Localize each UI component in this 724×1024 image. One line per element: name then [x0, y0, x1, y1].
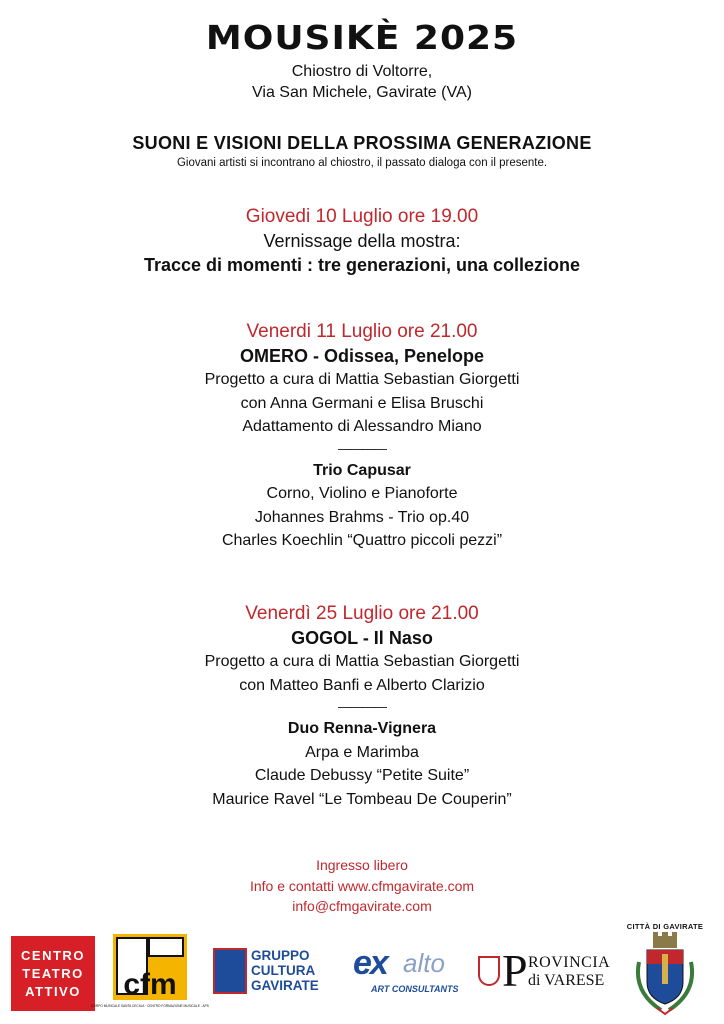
event-3-line-1: Progetto a cura di Mattia Sebastian Giorgetti	[204, 653, 520, 670]
event-1	[0, 205, 724, 277]
event-2-date: Venerdi 11 Luglio ore 21.00	[246, 321, 478, 342]
event-1-line-2: Tracce di momenti : tre generazioni, una collezione	[143, 255, 581, 275]
event-3-separator: ————	[338, 699, 386, 714]
gcg-line-3: GAVIRATE	[251, 978, 319, 993]
stemma-caption: CITTÀ DI GAVIRATE	[626, 922, 704, 931]
venue-line-1: Chiostro di Voltorre,	[291, 63, 433, 80]
event-2-instruments: Corno, Violino e Pianoforte	[266, 485, 458, 502]
exalto-ex: ex	[353, 944, 387, 982]
provincia-shield-icon	[478, 956, 500, 986]
prov-line-1: ROVINCIA	[528, 954, 611, 971]
cfm-caption: CORPO MUSICALE SANTA CECILIA · CENTRO FORMAZIONE MUSICALE - APS	[91, 1004, 209, 1008]
cfm-logo	[91, 934, 209, 1012]
info-section	[0, 855, 724, 917]
event-2-title: OMERO - Odissea, Penelope	[239, 346, 485, 366]
gcg-emblem-icon	[213, 948, 247, 994]
citta-gavirate-logo	[625, 922, 705, 1018]
event-2-group: Trio Capusar	[313, 461, 411, 479]
sponsor-logos	[0, 922, 724, 1024]
tagline: Giovani artisti si incontrano al chiostro, il passato dialoga con il presente.	[176, 157, 548, 169]
event-2-piece-1: Johannes Brahms - Trio op.40	[254, 508, 470, 526]
event-3-instruments: Arpa e Marimba	[305, 743, 419, 761]
prov-line-2: di VARESE	[528, 972, 605, 989]
event-2-line-2: con Anna Germani e Elisa Bruschi	[240, 394, 484, 412]
gcg-text	[251, 948, 319, 993]
cta-line-3: ATTIVO	[25, 983, 81, 999]
cta-line-2: TEATRO	[22, 965, 84, 981]
event-3-piece-1: Claude Debussy “Petite Suite”	[254, 767, 470, 784]
exalto-alto: alto	[403, 948, 445, 978]
venue-line-2: Via San Michele, Gavirate (VA)	[252, 84, 472, 101]
provincia-varese-logo	[478, 945, 611, 1000]
cfm-emblem-icon	[91, 934, 209, 1012]
gcg-line-1: GRUPPO	[251, 948, 310, 963]
event-2	[0, 320, 724, 553]
subtitle: SUONI E VISIONI DELLA PROSSIMA GENERAZIONE	[132, 133, 592, 153]
event-2-piece-2: Charles Koechlin “Quattro piccoli pezzi”	[221, 532, 503, 549]
event-3-date: Venerdì 25 Luglio ore 21.00	[245, 603, 479, 624]
event-3-piece-2: Maurice Ravel “Le Tombeau De Couperin”	[212, 790, 512, 808]
event-2-line-3: Adattamento di Alessandro Miano	[242, 418, 482, 435]
gruppo-cultura-gavirate-logo	[213, 948, 333, 998]
exalto-sub: ART CONSULTANTS	[371, 984, 459, 994]
event-1-line-1: Vernissage della mostra:	[263, 231, 461, 251]
prov-initial: P	[502, 945, 528, 996]
cta-line-1: CENTRO	[21, 947, 85, 963]
event-3-group: Duo Renna-Vignera	[287, 720, 437, 737]
info-email[interactable]: info@cfmgavirate.com	[292, 898, 432, 914]
event-1-date: Giovedi 10 Luglio ore 19.00	[245, 206, 479, 227]
poster-title: MOUSIKÈ 2025	[205, 19, 519, 58]
event-3	[0, 602, 724, 811]
event-2-separator: ————	[338, 440, 386, 456]
gcg-line-2: CULTURA	[251, 963, 316, 978]
cfm-letters: cfm	[123, 968, 177, 1001]
venue	[0, 61, 724, 103]
event-3-title: GOGOL - Il Naso	[291, 628, 433, 648]
coat-of-arms-icon	[625, 932, 705, 1018]
info-contacts[interactable]: Info e contatti www.cfmgavirate.com	[249, 877, 475, 894]
exalto-logo	[353, 944, 465, 1000]
centro-teatro-attivo-logo	[11, 936, 95, 1011]
event-2-line-1: Progetto a cura di Mattia Sebastian Giorgetti	[204, 371, 520, 388]
event-3-line-2: con Matteo Banfi e Alberto Clarizio	[239, 676, 485, 694]
ingresso-libero: Ingresso libero	[316, 857, 408, 873]
